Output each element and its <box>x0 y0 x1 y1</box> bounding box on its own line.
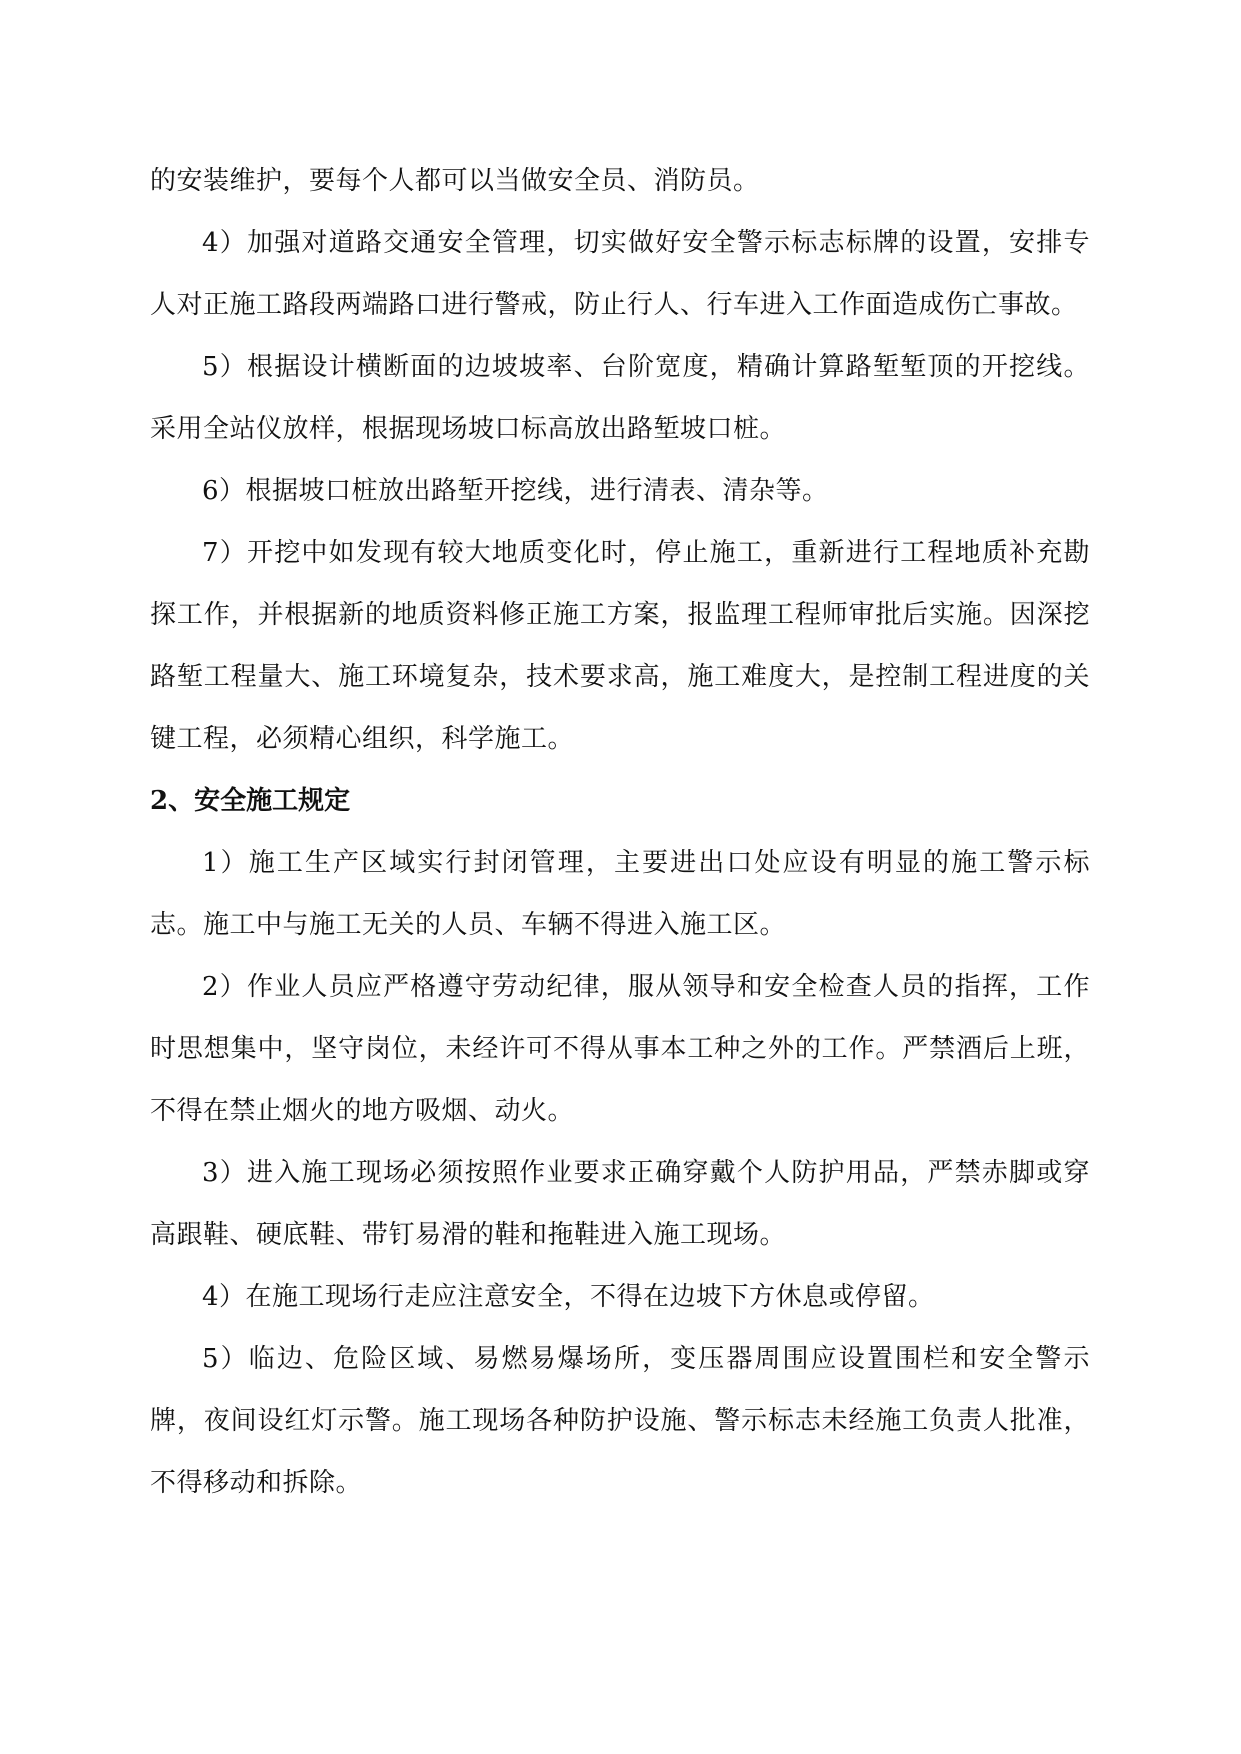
paragraph-item-6: 6）根据坡口桩放出路堑开挖线，进行清表、清杂等。 <box>202 476 829 506</box>
safety-rule-3: 3）进入施工现场必须按照作业要求正确穿戴个人防护用品，严禁赤脚或穿高跟鞋、硬底鞋、带钉易滑的鞋和拖鞋进入施工现场。 <box>150 1158 1090 1250</box>
paragraph-item-5: 5）根据设计横断面的边坡坡率、台阶宽度，精确计算路堑堑顶的开挖线。采用全站仪放样，根据现场坡口标高放出路堑坡口桩。 <box>150 352 1090 444</box>
paragraph-item-4: 4）加强对道路交通安全管理，切实做好安全警示标志标牌的设置，安排专人对正施工路段两端路口进行警戒，防止行人、行车进入工作面造成伤亡事故。 <box>150 228 1090 320</box>
safety-rule-5: 5）临边、危险区域、易燃易爆场所，变压器周围应设置围栏和安全警示牌，夜间设红灯示警。施工现场各种防护设施、警示标志未经施工负责人批准，不得移动和拆除。 <box>150 1344 1090 1498</box>
safety-rule-1: 1）施工生产区域实行封闭管理，主要进出口处应设有明显的施工警示标志。施工中与施工无关的人员、车辆不得进入施工区。 <box>150 848 1090 940</box>
section-heading: 2、安全施工规定 <box>150 786 351 816</box>
paragraph-continued: 的安装维护，要每个人都可以当做安全员、消防员。 <box>150 166 760 196</box>
safety-rule-4: 4）在施工现场行走应注意安全，不得在边坡下方休息或停留。 <box>202 1282 935 1312</box>
document-body <box>150 150 1090 1514</box>
paragraph-item-7: 7）开挖中如发现有较大地质变化时，停止施工，重新进行工程地质补充勘探工作，并根据新的地质资料修正施工方案，报监理工程师审批后实施。因深挖路堑工程量大、施工环境复杂，技术要求高，施工难度大，是控制工程进度的关键工程，必须精心组织，科学施工。 <box>150 538 1090 754</box>
safety-rule-2: 2）作业人员应严格遵守劳动纪律，服从领导和安全检查人员的指挥，工作时思想集中，坚守岗位，未经许可不得从事本工种之外的工作。严禁酒后上班，不得在禁止烟火的地方吸烟、动火。 <box>150 972 1090 1126</box>
